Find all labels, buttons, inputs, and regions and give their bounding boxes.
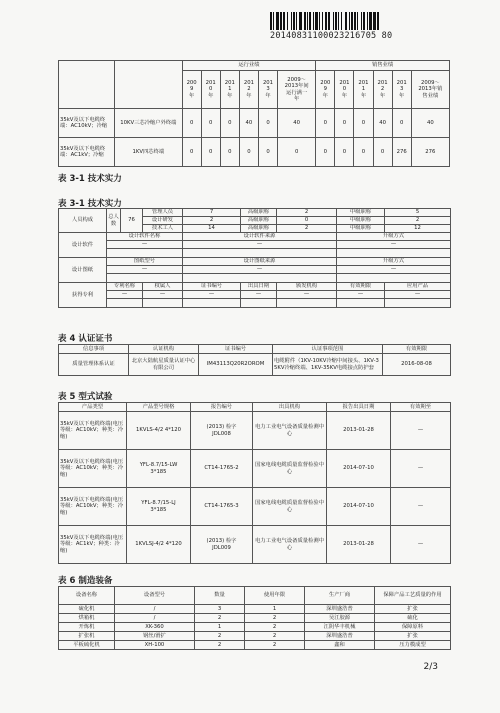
type-test-table <box>58 402 451 564</box>
value-cell: 0 <box>354 138 373 167</box>
value-cell: 0 <box>201 138 220 167</box>
value-cell: 12 <box>385 225 451 233</box>
equipment-cell: XH-100 <box>115 641 195 650</box>
value-cell: 0 <box>201 109 220 138</box>
equipment-header: 设备名称 <box>59 587 115 605</box>
test-cell: (2013) 检字 JDL009 <box>191 526 253 564</box>
patents-header: 出具日期 <box>241 283 277 291</box>
count-cell: 2 <box>183 217 241 225</box>
equipment-cell: 2 <box>245 623 305 632</box>
corner-cell <box>59 61 115 109</box>
test-cell: YFL-8.7/15-LW 3*185 <box>127 450 191 488</box>
test-cell: 2014-07-10 <box>327 450 391 488</box>
equipment-header: 设备型号 <box>115 587 195 605</box>
blank-cell <box>183 249 337 258</box>
group-header: 运行业绩 <box>182 61 316 71</box>
value-cell: 0 <box>239 138 258 167</box>
role-cell: 管理人员 <box>143 209 183 217</box>
rank-cell: 中级职称 <box>337 225 385 233</box>
equipment-cell: 压力模成型 <box>375 641 451 650</box>
patents-cell: — <box>143 291 183 299</box>
software-header: 升级方式 <box>337 233 451 241</box>
software-cell: — <box>183 241 337 249</box>
patents-cell: — <box>337 291 385 299</box>
sales-performance-table <box>58 60 450 167</box>
equipment-header: 使用年限 <box>245 587 305 605</box>
rank-cell: 中级职称 <box>337 209 385 217</box>
equipment-cell: 硫化机 <box>59 605 115 614</box>
equipment-cell: 1 <box>195 623 245 632</box>
patents-cell: — <box>107 291 143 299</box>
value-cell: 0 <box>335 138 354 167</box>
equipment-cell: 吴江胶源 <box>305 614 375 623</box>
blank-cell <box>183 299 241 308</box>
drawings-cell: — <box>107 266 183 274</box>
equipment-cell: 2 <box>245 632 305 641</box>
equipment-cell: 深圳盛浩普 <box>305 632 375 641</box>
blank-cell <box>107 299 143 308</box>
category-cell: 35kV及以下电缆终端：AC10kV；冷缩 <box>59 109 115 138</box>
test-cell: CT14-1765-3 <box>191 488 253 526</box>
rank-cell: 高级职称 <box>241 209 277 217</box>
test-cell: 2013-01-28 <box>327 526 391 564</box>
technical-strength-table <box>58 208 451 308</box>
drawings-header: 升级方式 <box>337 258 451 266</box>
patents-cell: — <box>183 291 241 299</box>
equipment-header: 保障产品工艺质量的作用 <box>375 587 451 605</box>
cert-cell: IM43113Q20R2OROM <box>199 354 273 376</box>
test-cell: 2013-01-28 <box>327 412 391 450</box>
equipment-cell: 鑫和 <box>305 641 375 650</box>
rank-cell: 高级职称 <box>241 225 277 233</box>
blank-cell <box>337 274 451 283</box>
year-header: 201 3 年 <box>258 71 277 109</box>
value-cell: 0 <box>258 109 277 138</box>
equipment-cell: 硫化 <box>375 614 451 623</box>
year-header: 201 1 年 <box>354 71 373 109</box>
cert-cell: 2016-08-08 <box>383 354 451 376</box>
test-cell: (2013) 检字 JDL008 <box>191 412 253 450</box>
blank-cell <box>143 299 183 308</box>
cert-header: 认证机构 <box>129 345 199 354</box>
equipment-cell: 烘箱机 <box>59 614 115 623</box>
blank-cell <box>107 249 183 258</box>
blank-cell <box>107 274 183 283</box>
barcode-number: 20140831100023216705 80 <box>270 31 393 41</box>
section-title: 表 3-1 技术实力 <box>58 174 122 184</box>
equipment-cell: 深圳盛浩普 <box>305 605 375 614</box>
cert-cell: 北京大陆航星质量认证中心有限公司 <box>129 354 199 376</box>
count-cell: 14 <box>183 225 241 233</box>
equipment-cell: 2 <box>195 632 245 641</box>
blank-cell <box>337 249 451 258</box>
count-cell: 7 <box>183 209 241 217</box>
page-number: 2/3 <box>423 662 438 672</box>
software-cell: — <box>337 241 451 249</box>
year-header: 201 2 年 <box>239 71 258 109</box>
value-cell: 0 <box>316 138 335 167</box>
blank-cell <box>241 299 277 308</box>
equipment-cell: 2 <box>245 614 305 623</box>
value-cell: 0 <box>182 138 201 167</box>
test-cell: 电力工业电气设备质量检测中心 <box>253 526 327 564</box>
value-cell: 2 <box>277 209 337 217</box>
blank-cell <box>337 299 385 308</box>
equipment-cell: 1 <box>245 605 305 614</box>
year-header: 201 3 年 <box>392 71 411 109</box>
equipment-table <box>58 586 451 650</box>
cert-header: 有效期限 <box>383 345 451 354</box>
year-header: 201 0 年 <box>201 71 220 109</box>
test-cell: 35kV及以下电缆终端(电压等级：AC10kV；种类：冷缩) <box>59 412 127 450</box>
test-cell: 35kV及以下电缆终端(电压等级：AC1kV；种类：冷缩) <box>59 526 127 564</box>
test-cell: 电力工业电气设备质量检测中心 <box>253 412 327 450</box>
test-cell: 国家电线电缆质量监督检验中心 <box>253 488 327 526</box>
patents-header: 权属人 <box>143 283 183 291</box>
cert-header: 认证事项范围 <box>273 345 383 354</box>
role-cell: 技术工人 <box>143 225 183 233</box>
cert-cell: 电缆附件（1KV-10KV冷缩中间接头、1KV-35KV冷缩终端、1KV-35KV电缆接点防护套 <box>273 354 383 376</box>
test-header: 产品类型 <box>59 403 127 412</box>
software-header: 设计软件名称 <box>107 233 183 241</box>
equipment-header: 生产厂商 <box>305 587 375 605</box>
section-title: 表 5 型式试验 <box>58 392 113 402</box>
software-label: 设计软件 <box>59 233 107 258</box>
value-cell: 0 <box>373 138 392 167</box>
test-header: 产品型号规格 <box>127 403 191 412</box>
test-header: 出具机构 <box>253 403 327 412</box>
year-header: 201 2 年 <box>373 71 392 109</box>
value-cell: 2 <box>277 225 337 233</box>
value-cell: 0 <box>278 138 316 167</box>
test-cell: 国家电线电缆质量监督检验中心 <box>253 450 327 488</box>
group-header: 销售业绩 <box>316 61 450 71</box>
blank-cell <box>385 299 451 308</box>
value-cell: 276 <box>392 138 411 167</box>
cert-header: 证书编号 <box>199 345 273 354</box>
value-cell: 40 <box>239 109 258 138</box>
patents-header: 颁发机构 <box>277 283 337 291</box>
patents-cell: — <box>385 291 451 299</box>
test-cell: 2014-07-10 <box>327 488 391 526</box>
year-header: 200 9 年 <box>182 71 201 109</box>
patents-label: 获得专利 <box>59 283 107 308</box>
value-cell: 0 <box>182 109 201 138</box>
section-title: 表 6 制造装备 <box>58 576 113 586</box>
patents-cell: — <box>277 291 337 299</box>
category-cell: 35kV及以下电缆终端：AC1kV；冷缩 <box>59 138 115 167</box>
value-cell: 0 <box>277 217 337 225</box>
test-cell: — <box>391 526 451 564</box>
value-cell: 0 <box>335 109 354 138</box>
value-cell: 0 <box>220 109 239 138</box>
drawings-header: 图纸型号 <box>107 258 183 266</box>
patents-cell: — <box>241 291 277 299</box>
year-header: 2009～ 2013年销 售业绩 <box>411 71 449 109</box>
software-header: 设计软件来源 <box>183 233 337 241</box>
drawings-header: 设计图纸来源 <box>183 258 337 266</box>
test-header: 报告编号 <box>191 403 253 412</box>
equipment-cell: 扩张 <box>375 605 451 614</box>
blank-cell <box>183 274 337 283</box>
blank-cell <box>277 299 337 308</box>
value-cell: 0 <box>258 138 277 167</box>
year-header: 2009～ 2013年间 运行满一 年 <box>278 71 316 109</box>
rank-cell: 中级职称 <box>337 217 385 225</box>
test-cell: 35kV及以下电缆终端(电压等级：AC10kV；种类：冷缩) <box>59 450 127 488</box>
corner-cell <box>115 61 182 109</box>
equipment-cell: / <box>115 605 195 614</box>
equipment-cell: 2 <box>195 614 245 623</box>
test-cell: — <box>391 450 451 488</box>
value-cell: 0 <box>220 138 239 167</box>
rank-cell: 高级职称 <box>241 217 277 225</box>
patents-header: 证书编号 <box>183 283 241 291</box>
year-header: 201 0 年 <box>335 71 354 109</box>
value-cell: 40 <box>411 109 449 138</box>
equipment-header: 数量 <box>195 587 245 605</box>
certification-table <box>58 344 451 376</box>
section-title: 表 3-1 技术实力 <box>58 199 122 209</box>
product-cell: 1KV四芯终端 <box>115 138 182 167</box>
equipment-cell: 平板硫化机 <box>59 641 115 650</box>
equipment-cell: 保障原料 <box>375 623 451 632</box>
year-header: 201 1 年 <box>220 71 239 109</box>
value-cell: 0 <box>316 109 335 138</box>
equipment-cell: 江阴华丰机械 <box>305 623 375 632</box>
value-cell: 0 <box>354 109 373 138</box>
equipment-cell: 2 <box>245 641 305 650</box>
equipment-cell: 钢丝/滑扩 <box>115 632 195 641</box>
software-cell: — <box>107 241 183 249</box>
test-cell: 1KVLSJ-4/2 4*120 <box>127 526 191 564</box>
value-cell: 5 <box>385 209 451 217</box>
patents-header: 专利名称 <box>107 283 143 291</box>
drawings-cell: — <box>337 266 451 274</box>
value-cell: 40 <box>373 109 392 138</box>
barcode-bars <box>270 12 448 30</box>
cert-header: 信息事项 <box>59 345 129 354</box>
year-header: 200 9 年 <box>316 71 335 109</box>
equipment-cell: / <box>115 614 195 623</box>
equipment-cell: 开炼机 <box>59 623 115 632</box>
equipment-cell: 扩张 <box>375 632 451 641</box>
drawings-cell: — <box>183 266 337 274</box>
value-cell: 0 <box>392 109 411 138</box>
patents-header: 有效期限 <box>337 283 385 291</box>
value-cell: 2 <box>385 217 451 225</box>
role-cell: 设计研发 <box>143 217 183 225</box>
personnel-label: 人员构成 <box>59 209 107 233</box>
product-cell: 10KV三芯冷缩户外终端 <box>115 109 182 138</box>
test-cell: 35kV及以下电缆终端(电压等级：AC10kV；种类：冷缩) <box>59 488 127 526</box>
barcode <box>270 12 448 41</box>
equipment-cell: 扩张机 <box>59 632 115 641</box>
test-cell: 1KVLS-4/2 4*120 <box>127 412 191 450</box>
cert-cell: 质量管理体系认证 <box>59 354 129 376</box>
total-value: 76 <box>121 209 143 233</box>
value-cell: 40 <box>278 109 316 138</box>
test-header: 报告出具日期 <box>327 403 391 412</box>
equipment-cell: 3 <box>195 605 245 614</box>
equipment-cell: XK-360 <box>115 623 195 632</box>
test-cell: — <box>391 412 451 450</box>
test-cell: YFL-8.7/15-LJ 3*185 <box>127 488 191 526</box>
equipment-cell: 2 <box>195 641 245 650</box>
drawings-label: 设计图纸 <box>59 258 107 283</box>
test-cell: CT14-1765-2 <box>191 450 253 488</box>
section-title: 表 4 认证证书 <box>58 334 113 344</box>
test-cell: — <box>391 488 451 526</box>
value-cell: 276 <box>411 138 449 167</box>
test-header: 有效期至 <box>391 403 451 412</box>
patents-header: 应用产品 <box>385 283 451 291</box>
total-label: 总人数 <box>107 209 121 233</box>
